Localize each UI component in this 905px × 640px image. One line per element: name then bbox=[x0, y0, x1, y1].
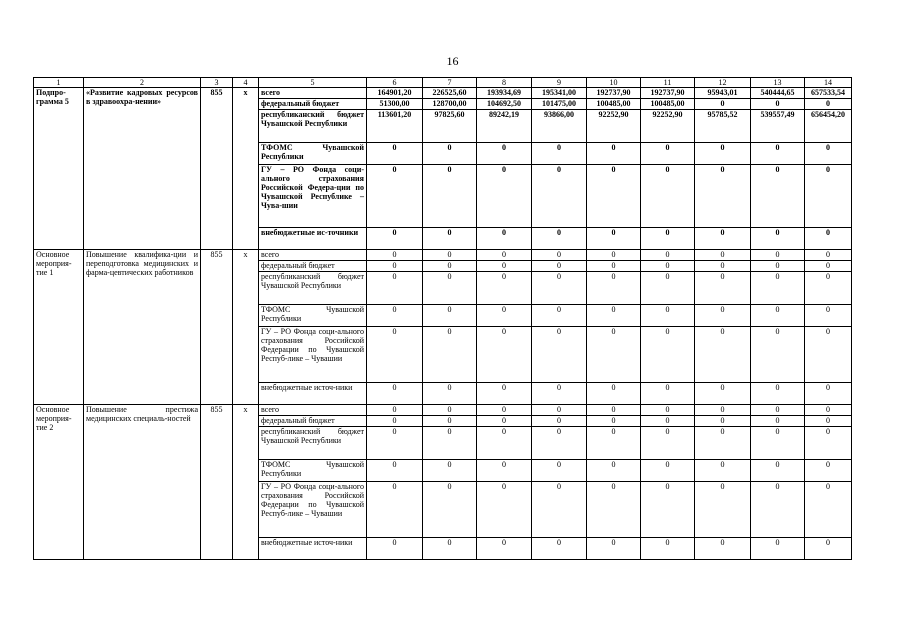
budget-table bbox=[33, 77, 852, 560]
header-row bbox=[34, 78, 852, 88]
value-cell: 0 bbox=[367, 383, 423, 405]
value-cell: 0 bbox=[641, 482, 695, 538]
value-cell: 0 bbox=[695, 228, 751, 250]
value-cell: 0 bbox=[477, 165, 532, 228]
value-cell: 0 bbox=[367, 250, 423, 261]
value-cell: 0 bbox=[532, 482, 587, 538]
value-cell: 101475,00 bbox=[532, 99, 587, 110]
value-cell: 0 bbox=[477, 383, 532, 405]
value-cell: 0 bbox=[367, 327, 423, 383]
value-cell: 0 bbox=[695, 143, 751, 165]
value-cell: 51300,00 bbox=[367, 99, 423, 110]
value-cell: 0 bbox=[695, 165, 751, 228]
value-cell: 0 bbox=[587, 427, 641, 460]
value-cell: 0 bbox=[423, 482, 477, 538]
group-col2: Повышение престижа медицинских специаль-ностей bbox=[84, 405, 201, 560]
value-cell: 97825,60 bbox=[423, 110, 477, 143]
group-col3: 855 bbox=[201, 250, 233, 405]
value-cell: 0 bbox=[805, 427, 852, 460]
value-cell: 0 bbox=[751, 460, 805, 482]
value-cell: 0 bbox=[532, 165, 587, 228]
value-cell: 0 bbox=[805, 228, 852, 250]
value-cell: 95785,52 bbox=[695, 110, 751, 143]
value-cell: 0 bbox=[367, 305, 423, 327]
value-cell: 0 bbox=[587, 383, 641, 405]
value-cell: 0 bbox=[532, 416, 587, 427]
value-cell: 0 bbox=[805, 383, 852, 405]
funding-source: федеральный бюджет bbox=[259, 416, 367, 427]
value-cell: 0 bbox=[695, 261, 751, 272]
group-col1: Основное мероприя-тие 2 bbox=[34, 405, 84, 560]
value-cell: 0 bbox=[641, 272, 695, 305]
funding-source: ТФОМС Чувашской Республики bbox=[259, 305, 367, 327]
value-cell: 128700,00 bbox=[423, 99, 477, 110]
table-row bbox=[34, 88, 852, 99]
value-cell: 0 bbox=[477, 261, 532, 272]
value-cell: 192737,90 bbox=[587, 88, 641, 99]
value-cell: 0 bbox=[695, 405, 751, 416]
value-cell: 0 bbox=[587, 165, 641, 228]
value-cell: 0 bbox=[532, 305, 587, 327]
value-cell: 0 bbox=[695, 482, 751, 538]
value-cell: 0 bbox=[423, 250, 477, 261]
value-cell: 0 bbox=[641, 427, 695, 460]
value-cell: 0 bbox=[477, 305, 532, 327]
header-cell: 1 bbox=[34, 78, 84, 88]
value-cell: 0 bbox=[751, 143, 805, 165]
value-cell: 0 bbox=[695, 383, 751, 405]
value-cell: 0 bbox=[587, 416, 641, 427]
value-cell: 0 bbox=[751, 272, 805, 305]
table-row bbox=[34, 405, 852, 416]
value-cell: 113601,20 bbox=[367, 110, 423, 143]
value-cell: 0 bbox=[805, 165, 852, 228]
value-cell: 657533,54 bbox=[805, 88, 852, 99]
value-cell: 0 bbox=[423, 538, 477, 560]
value-cell: 0 bbox=[423, 327, 477, 383]
funding-source: всего bbox=[259, 88, 367, 99]
funding-source: республиканский бюджет Чувашской Республики bbox=[259, 272, 367, 305]
value-cell: 0 bbox=[751, 305, 805, 327]
value-cell: 0 bbox=[367, 405, 423, 416]
funding-source: ГУ – РО Фонда соци-ального страхования Российской Федера-ции по Чувашской Республике – Чува-шии bbox=[259, 165, 367, 228]
value-cell: 164901,20 bbox=[367, 88, 423, 99]
group-col2: «Развитие кадровых ресурсов в здравоохра-нении» bbox=[84, 88, 201, 250]
funding-source: ГУ – РО Фонда соци-ального страхования Российской Федерации по Чувашской Респуб-лике – Чувашии bbox=[259, 327, 367, 383]
value-cell: 0 bbox=[805, 416, 852, 427]
page-number: 16 bbox=[446, 54, 459, 68]
value-cell: 0 bbox=[805, 538, 852, 560]
value-cell: 0 bbox=[805, 482, 852, 538]
group-col3: 855 bbox=[201, 88, 233, 250]
funding-source: всего bbox=[259, 405, 367, 416]
value-cell: 95943,01 bbox=[695, 88, 751, 99]
value-cell: 0 bbox=[477, 427, 532, 460]
value-cell: 0 bbox=[641, 405, 695, 416]
value-cell: 0 bbox=[751, 99, 805, 110]
value-cell: 0 bbox=[805, 99, 852, 110]
value-cell: 0 bbox=[587, 538, 641, 560]
header-cell: 12 bbox=[695, 78, 751, 88]
value-cell: 226525,60 bbox=[423, 88, 477, 99]
value-cell: 0 bbox=[477, 416, 532, 427]
value-cell: 192737,90 bbox=[641, 88, 695, 99]
funding-source: республиканский бюджет Чувашской Республики bbox=[259, 427, 367, 460]
value-cell: 0 bbox=[477, 405, 532, 416]
group-col4: x bbox=[233, 88, 259, 250]
value-cell: 0 bbox=[641, 305, 695, 327]
value-cell: 0 bbox=[587, 228, 641, 250]
value-cell: 0 bbox=[532, 538, 587, 560]
header-cell: 9 bbox=[532, 78, 587, 88]
value-cell: 0 bbox=[477, 460, 532, 482]
value-cell: 0 bbox=[751, 165, 805, 228]
value-cell: 0 bbox=[423, 272, 477, 305]
funding-source: федеральный бюджет bbox=[259, 261, 367, 272]
value-cell: 0 bbox=[751, 538, 805, 560]
value-cell: 0 bbox=[477, 538, 532, 560]
value-cell: 0 bbox=[587, 261, 641, 272]
value-cell: 0 bbox=[641, 143, 695, 165]
value-cell: 0 bbox=[587, 460, 641, 482]
value-cell: 0 bbox=[695, 416, 751, 427]
value-cell: 104692,50 bbox=[477, 99, 532, 110]
value-cell: 0 bbox=[805, 460, 852, 482]
value-cell: 93866,00 bbox=[532, 110, 587, 143]
value-cell: 0 bbox=[367, 143, 423, 165]
value-cell: 0 bbox=[532, 261, 587, 272]
group-col3: 855 bbox=[201, 405, 233, 560]
value-cell: 0 bbox=[367, 482, 423, 538]
value-cell: 0 bbox=[587, 405, 641, 416]
funding-source: всего bbox=[259, 250, 367, 261]
value-cell: 0 bbox=[641, 538, 695, 560]
value-cell: 0 bbox=[477, 327, 532, 383]
value-cell: 0 bbox=[805, 327, 852, 383]
value-cell: 0 bbox=[367, 538, 423, 560]
group-col2: Повышение квалифика-ции и переподготовка медицинских и фарма-цевтических работников bbox=[84, 250, 201, 405]
value-cell: 0 bbox=[587, 305, 641, 327]
funding-source: внебюджетные источ-ники bbox=[259, 538, 367, 560]
group-col1: Основное мероприя-тие 1 bbox=[34, 250, 84, 405]
value-cell: 0 bbox=[423, 405, 477, 416]
value-cell: 0 bbox=[477, 482, 532, 538]
value-cell: 0 bbox=[587, 143, 641, 165]
value-cell: 0 bbox=[695, 305, 751, 327]
value-cell: 0 bbox=[751, 261, 805, 272]
value-cell: 0 bbox=[367, 416, 423, 427]
funding-source: республиканский бюджет Чувашской Республики bbox=[259, 110, 367, 143]
header-cell: 4 bbox=[233, 78, 259, 88]
value-cell: 0 bbox=[641, 261, 695, 272]
value-cell: 0 bbox=[367, 261, 423, 272]
value-cell: 0 bbox=[423, 165, 477, 228]
value-cell: 0 bbox=[587, 250, 641, 261]
value-cell: 0 bbox=[423, 460, 477, 482]
value-cell: 0 bbox=[423, 261, 477, 272]
value-cell: 0 bbox=[805, 305, 852, 327]
value-cell: 0 bbox=[367, 165, 423, 228]
value-cell: 0 bbox=[367, 427, 423, 460]
value-cell: 0 bbox=[423, 228, 477, 250]
value-cell: 0 bbox=[532, 383, 587, 405]
header-cell: 10 bbox=[587, 78, 641, 88]
table-row bbox=[34, 250, 852, 261]
value-cell: 0 bbox=[477, 272, 532, 305]
value-cell: 0 bbox=[805, 143, 852, 165]
value-cell: 0 bbox=[641, 327, 695, 383]
value-cell: 0 bbox=[532, 460, 587, 482]
value-cell: 0 bbox=[751, 250, 805, 261]
group-col4: x bbox=[233, 405, 259, 560]
value-cell: 0 bbox=[367, 272, 423, 305]
value-cell: 92252,90 bbox=[641, 110, 695, 143]
value-cell: 0 bbox=[532, 427, 587, 460]
value-cell: 0 bbox=[532, 272, 587, 305]
value-cell: 0 bbox=[805, 250, 852, 261]
group-col4: x bbox=[233, 250, 259, 405]
value-cell: 0 bbox=[532, 327, 587, 383]
value-cell: 0 bbox=[477, 143, 532, 165]
value-cell: 0 bbox=[641, 383, 695, 405]
value-cell: 0 bbox=[641, 416, 695, 427]
value-cell: 0 bbox=[532, 405, 587, 416]
value-cell: 0 bbox=[423, 305, 477, 327]
header-cell: 14 bbox=[805, 78, 852, 88]
value-cell: 0 bbox=[751, 228, 805, 250]
header-cell: 2 bbox=[84, 78, 201, 88]
funding-source: ТФОМС Чувашской Республики bbox=[259, 460, 367, 482]
value-cell: 100485,00 bbox=[641, 99, 695, 110]
value-cell: 0 bbox=[695, 99, 751, 110]
value-cell: 92252,90 bbox=[587, 110, 641, 143]
value-cell: 0 bbox=[532, 228, 587, 250]
value-cell: 0 bbox=[695, 250, 751, 261]
value-cell: 539557,49 bbox=[751, 110, 805, 143]
value-cell: 540444,65 bbox=[751, 88, 805, 99]
value-cell: 89242,19 bbox=[477, 110, 532, 143]
group-col1: Подпро-грамма 5 bbox=[34, 88, 84, 250]
value-cell: 0 bbox=[423, 143, 477, 165]
value-cell: 0 bbox=[423, 383, 477, 405]
header-cell: 7 bbox=[423, 78, 477, 88]
value-cell: 0 bbox=[805, 261, 852, 272]
funding-source: ГУ – РО Фонда соци-ального страхования Российской Федерации по Чувашской Респуб-лике – Чувашии bbox=[259, 482, 367, 538]
header-cell: 8 bbox=[477, 78, 532, 88]
value-cell: 100485,00 bbox=[587, 99, 641, 110]
value-cell: 0 bbox=[751, 327, 805, 383]
value-cell: 0 bbox=[641, 228, 695, 250]
funding-source: внебюджетные источ-ники bbox=[259, 383, 367, 405]
value-cell: 0 bbox=[695, 327, 751, 383]
value-cell: 0 bbox=[805, 272, 852, 305]
value-cell: 0 bbox=[695, 272, 751, 305]
value-cell: 656454,20 bbox=[805, 110, 852, 143]
value-cell: 0 bbox=[532, 250, 587, 261]
funding-source: федеральный бюджет bbox=[259, 99, 367, 110]
value-cell: 0 bbox=[751, 383, 805, 405]
value-cell: 0 bbox=[587, 482, 641, 538]
value-cell: 0 bbox=[477, 228, 532, 250]
value-cell: 195341,00 bbox=[532, 88, 587, 99]
value-cell: 0 bbox=[423, 427, 477, 460]
value-cell: 0 bbox=[641, 460, 695, 482]
value-cell: 0 bbox=[641, 165, 695, 228]
header-cell: 6 bbox=[367, 78, 423, 88]
value-cell: 0 bbox=[367, 228, 423, 250]
value-cell: 0 bbox=[695, 538, 751, 560]
value-cell: 0 bbox=[751, 427, 805, 460]
value-cell: 0 bbox=[641, 250, 695, 261]
value-cell: 0 bbox=[695, 427, 751, 460]
value-cell: 0 bbox=[805, 405, 852, 416]
funding-source: ТФОМС Чувашской Республики bbox=[259, 143, 367, 165]
header-cell: 13 bbox=[751, 78, 805, 88]
value-cell: 0 bbox=[423, 416, 477, 427]
value-cell: 0 bbox=[587, 327, 641, 383]
value-cell: 0 bbox=[751, 482, 805, 538]
header-cell: 5 bbox=[259, 78, 367, 88]
value-cell: 0 bbox=[367, 460, 423, 482]
header-cell: 3 bbox=[201, 78, 233, 88]
header-cell: 11 bbox=[641, 78, 695, 88]
value-cell: 0 bbox=[532, 143, 587, 165]
value-cell: 0 bbox=[751, 416, 805, 427]
value-cell: 0 bbox=[477, 250, 532, 261]
value-cell: 0 bbox=[695, 460, 751, 482]
value-cell: 193934,69 bbox=[477, 88, 532, 99]
value-cell: 0 bbox=[751, 405, 805, 416]
funding-source: внебюджетные ис-точники bbox=[259, 228, 367, 250]
value-cell: 0 bbox=[587, 272, 641, 305]
